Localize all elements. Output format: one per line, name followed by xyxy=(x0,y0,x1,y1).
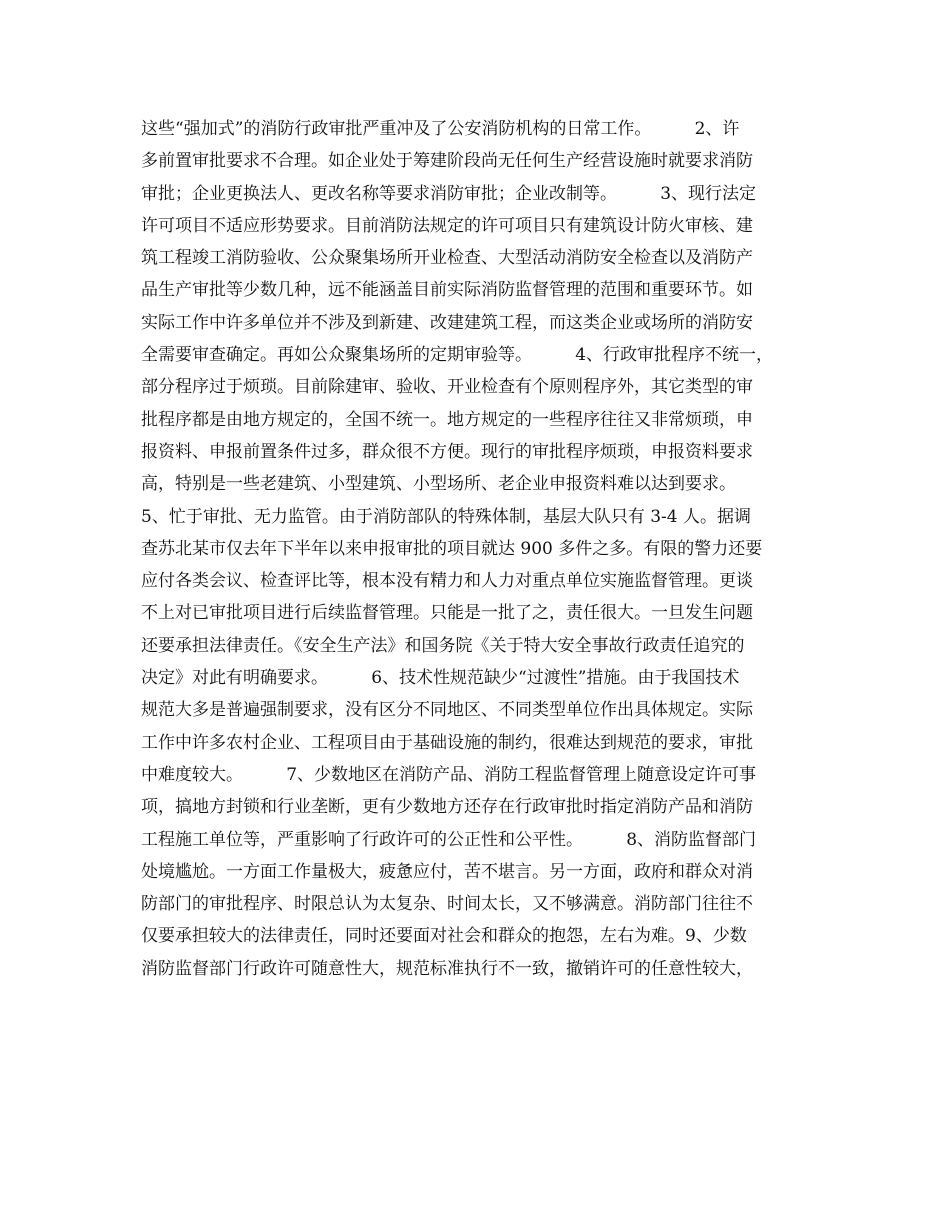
text-line: 部分程序过于烦琐。目前除建审、验收、开业检查有个原则程序外，其它类型的审 xyxy=(141,377,753,398)
text-line: 还要承担法律责任。《安全生产法》和国务院《关于特大安全事故行政责任追究的 xyxy=(141,635,745,656)
text-line: 实际工作中许多单位并不涉及到新建、改建建筑工程，而这类企业或场所的消防安 xyxy=(141,312,753,333)
text-line: 处境尴尬。一方面工作量极大，疲惫应付，苦不堪言。另一方面，政府和群众对消 xyxy=(141,861,753,882)
text-line: 不上对已审批项目进行后续监督管理。只能是一批了之，责任很大。一旦发生问题 xyxy=(141,603,753,624)
text-line: 防部门的审批程序、时限总认为太复杂、时间太长，又不够满意。消防部门往往不 xyxy=(141,894,753,915)
text-line: 报资料、申报前置条件过多，群众很不方便。现行的审批程序烦琐，申报资料要求 xyxy=(141,441,753,462)
text-line: 品生产审批等少数几种，远不能涵盖目前实际消防监督管理的范围和重要环节。如 xyxy=(141,280,753,301)
text-line: 项，搞地方封锁和行业垄断，更有少数地方还存在行政审批时指定消防产品和消防 xyxy=(141,797,753,818)
text-line: 筑工程竣工消防验收、公众聚集场所开业检查、大型活动消防安全检查以及消防产 xyxy=(141,248,753,269)
text-line: 仅要承担较大的法律责任，同时还要面对社会和群众的抱怨，左右为难。9、少数 xyxy=(141,926,747,947)
text-line: 工作中许多农村企业、工程项目由于基础设施的制约，很难达到规范的要求，审批 xyxy=(141,732,753,753)
text-line: 高，特别是一些老建筑、小型建筑、小型场所、老企业申报资料难以达到要求。 xyxy=(141,474,736,495)
text-line: 多前置审批要求不合理。如企业处于筹建阶段尚无任何生产经营设施时就要求消防 xyxy=(141,151,753,172)
text-line: 许可项目不适应形势要求。目前消防法规定的许可项目只有建筑设计防火审核、建 xyxy=(141,215,753,236)
text-line: 全需要审查确定。再如公众聚集场所的定期审验等。 4、行政审批程序不统一， xyxy=(141,345,774,366)
body-text xyxy=(141,113,821,985)
text-line: 规范大多是普遍强制要求，没有区分不同地区、不同类型单位作出具体规定。实际 xyxy=(141,700,753,721)
text-line: 中难度较大。 7、少数地区在消防产品、消防工程监督管理上随意设定许可事 xyxy=(141,764,757,785)
text-line: 这些“强加式”的消防行政审批严重冲及了公安消防机构的日常工作。 2、许 xyxy=(141,119,740,139)
text-line: 消防监督部门行政许可随意性大，规范标准执行不一致，撤销许可的任意性较大， xyxy=(141,958,753,979)
text-line: 工程施工单位等，严重影响了行政许可的公正性和公平性。 8、消防监督部门 xyxy=(141,829,757,850)
text-line: 决定》对此有明确要求。 6、技术性规范缺少“过渡性”措施。由于我国技术 xyxy=(141,668,740,689)
text-line: 5、忙于审批、无力监管。由于消防部队的特殊体制，基层大队只有 3-4 人。据调 xyxy=(141,506,751,527)
text-line: 批程序都是由地方规定的，全国不统一。地方规定的一些程序往往又非常烦琐，申 xyxy=(141,409,753,430)
text-line: 查苏北某市仅去年下半年以来申报审批的项目就达 900 多件之多。有限的警力还要 xyxy=(141,538,763,559)
text-line: 审批；企业更换法人、更改名称等要求消防审批；企业改制等。 3、现行法定 xyxy=(141,183,757,204)
text-line: 应付各类会议、检查评比等，根本没有精力和人力对重点单位实施监督管理。更谈 xyxy=(141,571,753,592)
